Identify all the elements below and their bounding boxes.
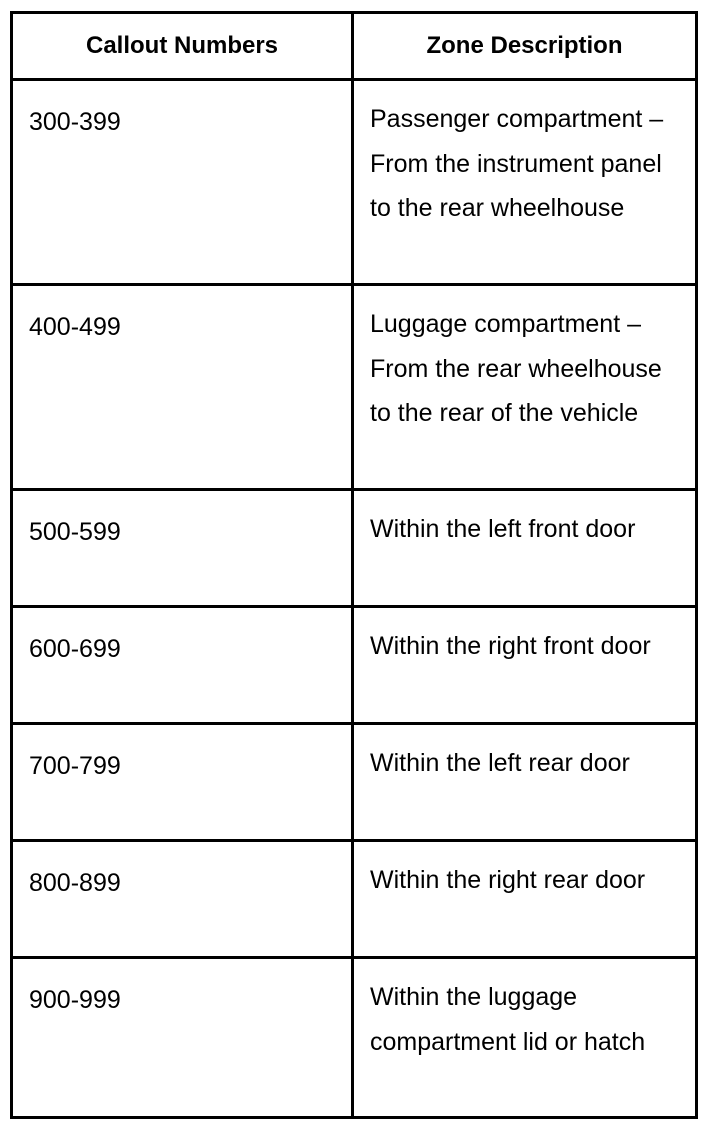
header-callout-numbers: Callout Numbers <box>12 13 353 80</box>
callout-cell: 800-899 <box>12 841 353 958</box>
description-cell: Within the left front door <box>353 490 697 607</box>
table-row <box>12 958 697 1118</box>
callout-cell: 400-499 <box>12 285 353 490</box>
table-row <box>12 841 697 958</box>
description-cell: Passenger compartment – From the instrument panel to the rear wheelhouse <box>353 80 697 285</box>
table-row <box>12 285 697 490</box>
header-row <box>12 13 697 80</box>
callout-cell: 600-699 <box>12 607 353 724</box>
description-cell: Within the right front door <box>353 607 697 724</box>
callout-cell: 700-799 <box>12 724 353 841</box>
table-row <box>12 490 697 607</box>
description-cell: Luggage compartment – From the rear wheelhouse to the rear of the vehicle <box>353 285 697 490</box>
callout-cell: 500-599 <box>12 490 353 607</box>
table-row <box>12 80 697 285</box>
description-cell: Within the left rear door <box>353 724 697 841</box>
callout-cell: 300-399 <box>12 80 353 285</box>
table-row <box>12 724 697 841</box>
table-row <box>12 607 697 724</box>
zone-table <box>10 11 698 1119</box>
description-cell: Within the right rear door <box>353 841 697 958</box>
callout-cell: 900-999 <box>12 958 353 1118</box>
description-cell: Within the luggage compartment lid or hatch <box>353 958 697 1118</box>
header-zone-description: Zone Description <box>353 13 697 80</box>
